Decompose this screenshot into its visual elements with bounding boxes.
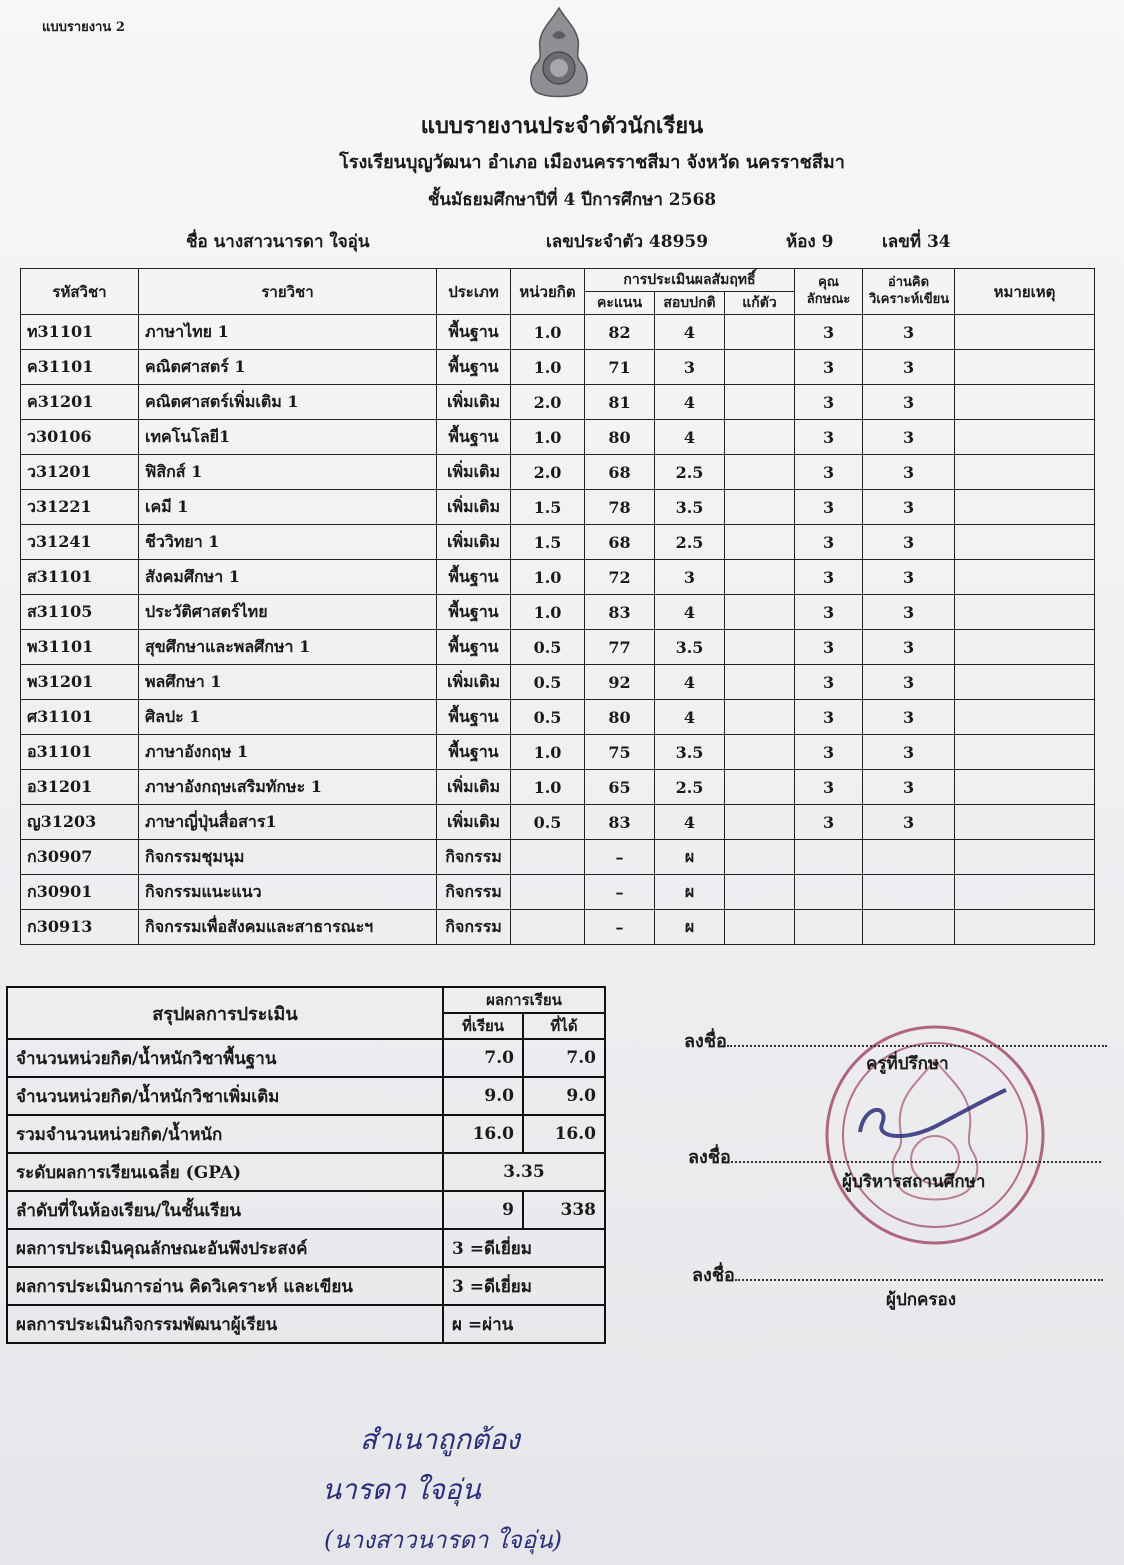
grade-line: ชั้นมัธยมศึกษาปีที่ 4 ปีการศึกษา 2568 (427, 190, 717, 210)
character-value: 3 (795, 700, 863, 735)
grade-value: 4 (655, 665, 725, 700)
character-value: 3 (795, 770, 863, 805)
subject-type: เพิ่มเติม (437, 525, 511, 560)
summary-value: 9.0 (443, 1077, 523, 1115)
summary-label: ระดับผลการเรียนเฉลี่ย (GPA) (7, 1153, 443, 1191)
subject-code: อ31101 (21, 735, 139, 770)
subject-code: ก30907 (21, 840, 139, 875)
summary-label: จำนวนหน่วยกิต/น้ำหนักวิชาเพิ่มเติม (7, 1077, 443, 1115)
score-value: – (585, 910, 655, 945)
summary-value: 16.0 (523, 1115, 605, 1153)
subject-type: กิจกรรม (437, 910, 511, 945)
reading-result: 3 =ดีเยี่ยม (443, 1267, 605, 1305)
subject-name: สุขศึกษาและพลศึกษา 1 (139, 630, 437, 665)
reading-value: 3 (863, 735, 955, 770)
score-value: 92 (585, 665, 655, 700)
parent-signature-line (692, 1260, 1103, 1289)
grade-value: ผ (655, 910, 725, 945)
result-header: ผลการเรียน (443, 987, 605, 1013)
subject-type: พื้นฐาน (437, 350, 511, 385)
fix-value (725, 910, 795, 945)
table-row (21, 350, 1095, 385)
summary-label: ผลการประเมินกิจกรรมพัฒนาผู้เรียน (7, 1305, 443, 1343)
grade-value: 4 (655, 420, 725, 455)
advisor-role: ครูที่ปรึกษา (866, 1054, 949, 1074)
subject-code: ญ31203 (21, 805, 139, 840)
character-value (795, 875, 863, 910)
table-row (21, 525, 1095, 560)
grades-table (20, 268, 1095, 945)
sign-dots (727, 1031, 1107, 1047)
subject-name: เทคโนโลยี1 (139, 420, 437, 455)
subject-name: ภาษาอังกฤษเสริมทักษะ 1 (139, 770, 437, 805)
certified-copy-note: สำเนาถูกต้อง (360, 1423, 520, 1456)
header-score: คะแนน (585, 292, 655, 315)
score-value: 83 (585, 595, 655, 630)
table-row (21, 875, 1095, 910)
grade-value: 3 (655, 350, 725, 385)
fix-value (725, 875, 795, 910)
table-row (21, 490, 1095, 525)
character-value: 3 (795, 385, 863, 420)
credit-value: 1.5 (511, 490, 585, 525)
fix-value (725, 840, 795, 875)
summary-row-character (7, 1229, 605, 1267)
score-value: 75 (585, 735, 655, 770)
table-row (21, 595, 1095, 630)
reading-value (863, 875, 955, 910)
subject-code: ศ31101 (21, 700, 139, 735)
table-row (21, 805, 1095, 840)
credit-value: 0.5 (511, 630, 585, 665)
subject-type: กิจกรรม (437, 875, 511, 910)
reading-value: 3 (863, 420, 955, 455)
grade-value: 4 (655, 700, 725, 735)
fix-value (725, 350, 795, 385)
credit-value: 1.0 (511, 560, 585, 595)
earned-header: ที่ได้ (523, 1013, 605, 1039)
subject-code: ว31201 (21, 455, 139, 490)
character-value (795, 840, 863, 875)
score-value: 68 (585, 525, 655, 560)
header-code: รหัสวิชา (21, 269, 139, 315)
gpa-value: 3.35 (443, 1153, 605, 1191)
subject-name: ฟิสิกส์ 1 (139, 455, 437, 490)
subject-type: กิจกรรม (437, 840, 511, 875)
character-value: 3 (795, 455, 863, 490)
character-value: 3 (795, 735, 863, 770)
reading-value: 3 (863, 385, 955, 420)
score-value: 72 (585, 560, 655, 595)
header-fix: แก้ตัว (725, 292, 795, 315)
sign-dots (731, 1147, 1101, 1163)
subject-type: เพิ่มเติม (437, 490, 511, 525)
reading-value: 3 (863, 700, 955, 735)
summary-row-basic (7, 1039, 605, 1077)
reading-value: 3 (863, 665, 955, 700)
sign-label: ลงชื่อ (688, 1147, 731, 1168)
header-reading-line2: วิเคราะห์เขียน (869, 291, 950, 307)
score-value: 80 (585, 420, 655, 455)
subject-type: พื้นฐาน (437, 700, 511, 735)
fix-value (725, 665, 795, 700)
header-normal-exam: สอบปกติ (655, 292, 725, 315)
student-name: ชื่อ นางสาวนารดา ใจอุ่น (186, 232, 370, 252)
subject-code: ค31101 (21, 350, 139, 385)
header-remark: หมายเหตุ (955, 269, 1095, 315)
reading-value: 3 (863, 630, 955, 665)
score-value: 65 (585, 770, 655, 805)
credit-value: 1.0 (511, 735, 585, 770)
table-row (21, 315, 1095, 350)
header-character-line2: ลักษณะ (806, 291, 851, 307)
credit-value: 1.0 (511, 315, 585, 350)
reading-value (863, 910, 955, 945)
character-value: 3 (795, 525, 863, 560)
director-signature-line (688, 1142, 1101, 1171)
subject-code: ส31101 (21, 560, 139, 595)
rank-room-value: 9 (443, 1191, 523, 1229)
fix-value (725, 805, 795, 840)
summary-row-extra (7, 1077, 605, 1115)
subject-code: ว30106 (21, 420, 139, 455)
credit-value (511, 840, 585, 875)
fix-value (725, 525, 795, 560)
header-reading-line1: อ่านคิด (887, 274, 930, 290)
score-value: – (585, 840, 655, 875)
grade-value: 3 (655, 560, 725, 595)
fix-value (725, 315, 795, 350)
subject-type: เพิ่มเติม (437, 455, 511, 490)
subject-name: กิจกรรมแนะแนว (139, 875, 437, 910)
studied-header: ที่เรียน (443, 1013, 523, 1039)
score-value: 80 (585, 700, 655, 735)
grade-value: 4 (655, 385, 725, 420)
grade-value: 2.5 (655, 525, 725, 560)
subject-name: ชีววิทยา 1 (139, 525, 437, 560)
remark-cell (955, 490, 1095, 525)
remark-cell (955, 840, 1095, 875)
grade-value: 4 (655, 315, 725, 350)
character-value (795, 910, 863, 945)
reading-value: 3 (863, 595, 955, 630)
header-type: ประเภท (437, 269, 511, 315)
summary-header: สรุปผลการประเมิน (7, 987, 443, 1039)
credit-value: 0.5 (511, 665, 585, 700)
remark-cell (955, 455, 1095, 490)
character-value: 3 (795, 490, 863, 525)
subject-type: พื้นฐาน (437, 595, 511, 630)
remark-cell (955, 700, 1095, 735)
subject-type: พื้นฐาน (437, 630, 511, 665)
grade-value: ผ (655, 840, 725, 875)
grade-value: 2.5 (655, 770, 725, 805)
subject-name: ศิลปะ 1 (139, 700, 437, 735)
subject-name: ภาษาอังกฤษ 1 (139, 735, 437, 770)
score-value: 83 (585, 805, 655, 840)
character-value: 3 (795, 630, 863, 665)
summary-value: 7.0 (523, 1039, 605, 1077)
sign-label: ลงชื่อ (692, 1265, 735, 1286)
rank-class-value: 338 (523, 1191, 605, 1229)
table-row (21, 385, 1095, 420)
reading-value (863, 840, 955, 875)
fix-value (725, 385, 795, 420)
summary-row-rank (7, 1191, 605, 1229)
credit-value: 1.5 (511, 525, 585, 560)
grade-value: ผ (655, 875, 725, 910)
subject-type: เพิ่มเติม (437, 665, 511, 700)
subject-type: เพิ่มเติม (437, 770, 511, 805)
reading-value: 3 (863, 805, 955, 840)
subject-code: ค31201 (21, 385, 139, 420)
summary-label: ผลการประเมินการอ่าน คิดวิเคราะห์ และเขียน (7, 1267, 443, 1305)
table-row (21, 700, 1095, 735)
subject-name: กิจกรรมเพื่อสังคมและสาธารณะฯ (139, 910, 437, 945)
character-result: 3 =ดีเยี่ยม (443, 1229, 605, 1267)
remark-cell (955, 420, 1095, 455)
fix-value (725, 595, 795, 630)
subject-name: ภาษาไทย 1 (139, 315, 437, 350)
report-title: แบบรายงานประจำตัวนักเรียน (420, 113, 704, 139)
summary-label: จำนวนหน่วยกิต/น้ำหนักวิชาพื้นฐาน (7, 1039, 443, 1077)
credit-value: 1.0 (511, 595, 585, 630)
character-value: 3 (795, 560, 863, 595)
table-row (21, 735, 1095, 770)
fix-value (725, 735, 795, 770)
remark-cell (955, 630, 1095, 665)
grade-value: 2.5 (655, 455, 725, 490)
subject-name: คณิตศาสตร์เพิ่มเติม 1 (139, 385, 437, 420)
credit-value (511, 875, 585, 910)
table-row (21, 420, 1095, 455)
summary-row-reading (7, 1267, 605, 1305)
subject-name: ภาษาญี่ปุ่นสื่อสาร1 (139, 805, 437, 840)
header-character-line1: คุณ (818, 274, 839, 290)
header-character (795, 269, 863, 315)
table-row (21, 630, 1095, 665)
grade-value: 4 (655, 595, 725, 630)
credit-value: 1.0 (511, 420, 585, 455)
summary-label: ลำดับที่ในห้องเรียน/ในชั้นเรียน (7, 1191, 443, 1229)
sign-label: ลงชื่อ (684, 1031, 727, 1052)
summary-value: 9.0 (523, 1077, 605, 1115)
remark-cell (955, 385, 1095, 420)
character-value: 3 (795, 315, 863, 350)
header-reading (863, 269, 955, 315)
reading-value: 3 (863, 525, 955, 560)
score-value: 78 (585, 490, 655, 525)
remark-cell (955, 315, 1095, 350)
credit-value (511, 910, 585, 945)
reading-value: 3 (863, 315, 955, 350)
fix-value (725, 770, 795, 805)
summary-row-activity (7, 1305, 605, 1343)
remark-cell (955, 560, 1095, 595)
subject-type: เพิ่มเติม (437, 805, 511, 840)
fix-value (725, 490, 795, 525)
student-room: ห้อง 9 (786, 232, 834, 252)
student-id: เลขประจำตัว 48959 (546, 232, 709, 252)
subject-name: พลศึกษา 1 (139, 665, 437, 700)
table-row (21, 770, 1095, 805)
summary-value: 16.0 (443, 1115, 523, 1153)
fix-value (725, 630, 795, 665)
summary-value: 7.0 (443, 1039, 523, 1077)
subject-code: ท31101 (21, 315, 139, 350)
character-value: 3 (795, 420, 863, 455)
subject-code: พ31101 (21, 630, 139, 665)
subject-type: พื้นฐาน (437, 315, 511, 350)
parent-role: ผู้ปกครอง (886, 1290, 957, 1310)
subject-name: ประวัติศาสตร์ไทย (139, 595, 437, 630)
remark-cell (955, 770, 1095, 805)
reading-value: 3 (863, 560, 955, 595)
score-value: 82 (585, 315, 655, 350)
subject-name: เคมี 1 (139, 490, 437, 525)
header-credit: หน่วยกิต (511, 269, 585, 315)
student-number: เลขที่ 34 (882, 232, 951, 252)
score-value: 77 (585, 630, 655, 665)
subject-type: พื้นฐาน (437, 420, 511, 455)
summary-label: ผลการประเมินคุณลักษณะอันพึงประสงค์ (7, 1229, 443, 1267)
credit-value: 1.0 (511, 350, 585, 385)
table-row (21, 455, 1095, 490)
director-role: ผู้บริหารสถานศึกษา (842, 1172, 986, 1192)
subject-code: อ31201 (21, 770, 139, 805)
header-subject: รายวิชา (139, 269, 437, 315)
handwritten-full-name: (นางสาวนารดา ใจอุ่น) (324, 1526, 562, 1554)
school-emblem-icon (522, 6, 596, 100)
summary-row-total (7, 1115, 605, 1153)
remark-cell (955, 805, 1095, 840)
grade-value: 3.5 (655, 630, 725, 665)
character-value: 3 (795, 595, 863, 630)
subject-code: ว31241 (21, 525, 139, 560)
subject-code: ส31105 (21, 595, 139, 630)
reading-value: 3 (863, 455, 955, 490)
subject-code: ก30901 (21, 875, 139, 910)
form-code: แบบรายงาน 2 (42, 20, 125, 35)
subject-type: พื้นฐาน (437, 735, 511, 770)
table-row (21, 840, 1095, 875)
fix-value (725, 420, 795, 455)
activity-result: ผ =ผ่าน (443, 1305, 605, 1343)
subject-name: คณิตศาสตร์ 1 (139, 350, 437, 385)
score-value: 71 (585, 350, 655, 385)
summary-table (6, 986, 606, 1344)
credit-value: 0.5 (511, 805, 585, 840)
table-row (21, 560, 1095, 595)
subject-type: เพิ่มเติม (437, 385, 511, 420)
credit-value: 2.0 (511, 455, 585, 490)
subject-code: ว31221 (21, 490, 139, 525)
remark-cell (955, 735, 1095, 770)
subject-type: พื้นฐาน (437, 560, 511, 595)
summary-row-gpa (7, 1153, 605, 1191)
score-value: 81 (585, 385, 655, 420)
character-value: 3 (795, 805, 863, 840)
remark-cell (955, 665, 1095, 700)
reading-value: 3 (863, 490, 955, 525)
remark-cell (955, 910, 1095, 945)
score-value: – (585, 875, 655, 910)
subject-code: พ31201 (21, 665, 139, 700)
table-row (21, 910, 1095, 945)
fix-value (725, 560, 795, 595)
character-value: 3 (795, 350, 863, 385)
remark-cell (955, 525, 1095, 560)
grade-value: 4 (655, 805, 725, 840)
fix-value (725, 455, 795, 490)
summary-label: รวมจำนวนหน่วยกิต/น้ำหนัก (7, 1115, 443, 1153)
reading-value: 3 (863, 770, 955, 805)
remark-cell (955, 350, 1095, 385)
fix-value (725, 700, 795, 735)
handwritten-name: นารดา ใจอุ่น (322, 1473, 481, 1506)
grade-value: 3.5 (655, 490, 725, 525)
header-assessment: การประเมินผลสัมฤทธิ์ (585, 269, 795, 292)
credit-value: 2.0 (511, 385, 585, 420)
score-value: 68 (585, 455, 655, 490)
subject-name: สังคมศึกษา 1 (139, 560, 437, 595)
sign-dots (735, 1265, 1103, 1281)
character-value: 3 (795, 665, 863, 700)
reading-value: 3 (863, 350, 955, 385)
credit-value: 1.0 (511, 770, 585, 805)
table-row (21, 665, 1095, 700)
subject-code: ก30913 (21, 910, 139, 945)
remark-cell (955, 595, 1095, 630)
grade-value: 3.5 (655, 735, 725, 770)
credit-value: 0.5 (511, 700, 585, 735)
subject-name: กิจกรรมชุมนุม (139, 840, 437, 875)
school-line: โรงเรียนบุญวัฒนา อำเภอ เมืองนครราชสีมา จังหวัด นครราชสีมา (339, 152, 845, 173)
remark-cell (955, 875, 1095, 910)
